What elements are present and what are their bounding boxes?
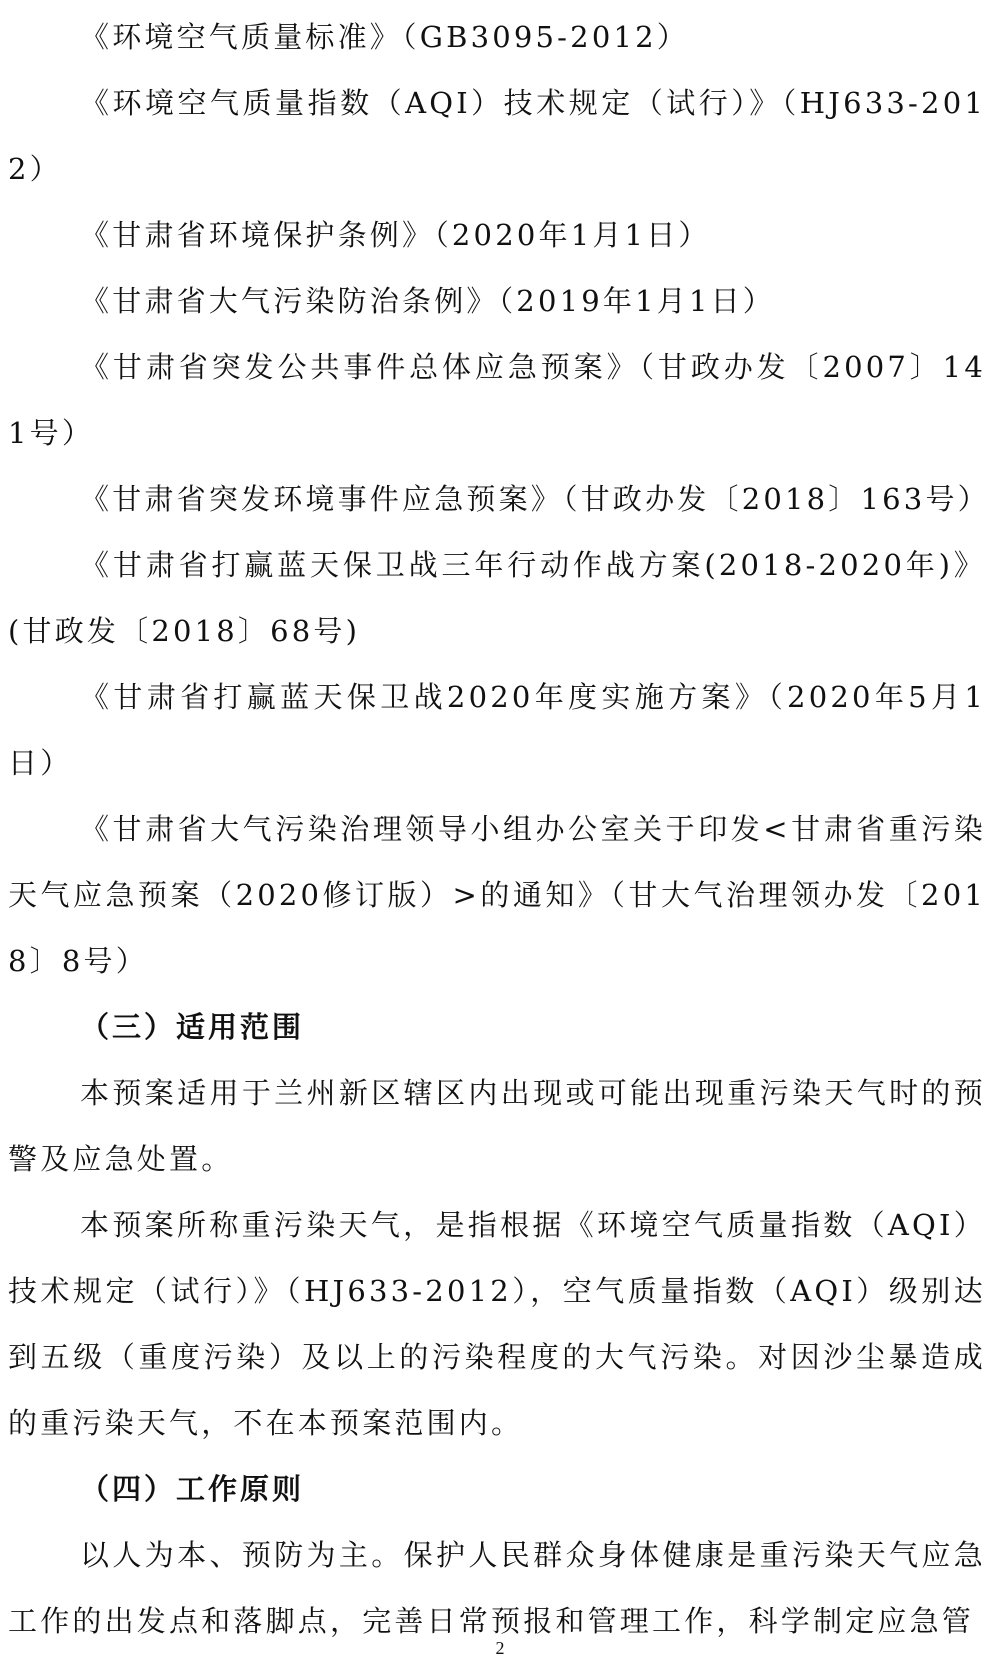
reference-item: 《甘肃省突发环境事件应急预案》（甘政办发〔2018〕163号） — [80, 482, 990, 516]
scope-paragraph: 本预案适用于兰州新区辖区内出现或可能出现重污染天气时的预警及应急处置。 — [8, 1076, 986, 1176]
reference-item: 《甘肃省突发公共事件总体应急预案》（甘政办发〔2007〕141号） — [8, 350, 986, 450]
reference-item: 《甘肃省大气污染治理领导小组办公室关于印发<甘肃省重污染天气应急预案（2020修订版）>的通知》（甘大气治理领办发〔2018〕8号） — [8, 812, 986, 978]
reference-item: 《环境空气质量指数（AQI）技术规定（试行）》（HJ633-2012） — [8, 86, 986, 186]
reference-item: 《甘肃省打赢蓝天保卫战2020年度实施方案》（2020年5月1日） — [8, 680, 986, 780]
reference-item: 《甘肃省环境保护条例》（2020年1月1日） — [80, 218, 711, 252]
reference-item: 《甘肃省大气污染防治条例》（2019年1月1日） — [80, 284, 776, 318]
section-heading-scope: （三）适用范围 — [80, 1010, 305, 1044]
section-heading-principles: （四）工作原则 — [80, 1472, 305, 1506]
principles-paragraph: 以人为本、预防为主。保护人民群众身体健康是重污染天气应急工作的出发点和落脚点，完善日常预报和管理工作，科学制定应急管 — [8, 1538, 986, 1638]
page-number: 2 — [495, 1638, 505, 1658]
scope-paragraph: 本预案所称重污染天气，是指根据《环境空气质量指数（AQI）技术规定（试行）》（HJ633-2012），空气质量指数（AQI）级别达到五级（重度污染）及以上的污染程度的大气污染。对因沙尘暴造成的重污染天气，不在本预案范围内。 — [8, 1208, 986, 1440]
reference-item: 《环境空气质量标准》（GB3095-2012） — [80, 20, 689, 54]
reference-item: 《甘肃省打赢蓝天保卫战三年行动作战方案(2018-2020年)》(甘政发〔2018〕68号) — [8, 548, 986, 648]
document-body — [8, 4, 990, 1654]
